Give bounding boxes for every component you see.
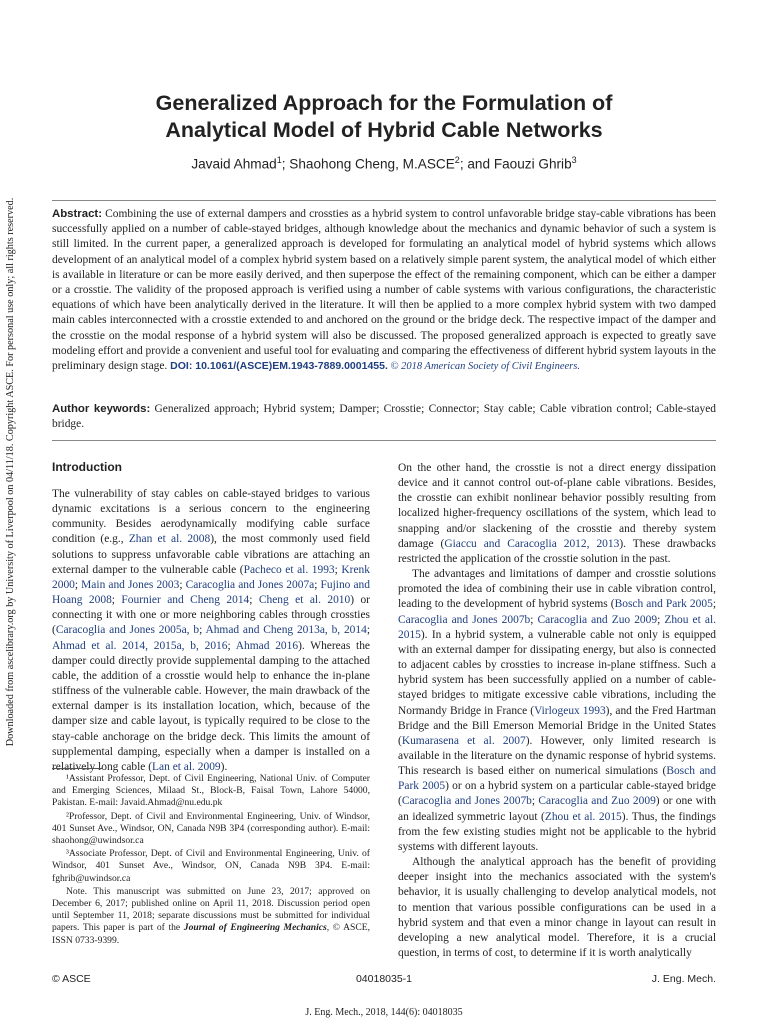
intro-paragraph-1 <box>52 487 370 775</box>
footnote-1: ¹Assistant Professor, Dept. of Civil Engineering, National Univ. of Computer and Emerging Sciences, Milaad St., Block-B, Faisal Town, Lahore 54000, Pakistan. E-mail: Javaid.Ahmad@nu.edu.pk <box>52 773 370 809</box>
citation-link[interactable]: Giaccu and Caracoglia 2012, 2013 <box>444 537 620 550</box>
citation-link[interactable]: Ahmad et al. 2014, 2015a, b, 2016 <box>52 639 228 652</box>
doi-label: DOI: <box>170 360 193 373</box>
abstract <box>52 207 716 374</box>
copyright-notice: © 2018 American Society of Civil Engineers. <box>387 361 580 373</box>
note-text-a: Note. This manuscript was submitted on June 23, 2017; approved on December 6, 2017; published online on April 11, 2018. Discussion period open until September 11, 2018; separate discussions must be submitted for individual papers. This paper is part of the <box>52 885 370 934</box>
body-text: The advantages and limitations of damper and crosstie solutions promoted the idea of combining their use in cable vibration control, leading to the development of hybrid systems ( <box>398 568 716 611</box>
body-text: ), and the Fred Hartman Bridge and the Bill Emerson Memorial Bridge in the United States ( <box>398 704 716 747</box>
abstract-text: Combining the use of external dampers and crossties as a hybrid system to control unfavorable bridge stay-cable vibrations has been successfully applied on a number of cable-stayed bridges, although knowledge about the mechanics and dynamic behavior of such a system is still limited. In the current paper, a generalized approach is developed for formulating an analytical model of hybrid systems which allows development of an analytical model of a complex hybrid system based on a relatively simple parent system, the analytical model of which either is available in literature or can be more easily derived, and then superpose the effect of the remaining component, which can be either a damper or a crosstie. The validity of the proposed approach is verified using a number of cable systems with various configurations, the characteristic equations of which have been analytically derived in the literature. It will then be applied to a more complex hybrid system with two damped main cables interconnected with a crosstie extended to and anchored on the ground or the bridge deck. The respective impact of the damper and the crosstie on the modal response of a hybrid system will also be discussed. The proposed generalized approach is expected to greatly save modeling effort and provide a convenient and useful tool for evaluating and comparing the effectiveness of different hybrid system layouts in the preliminary design stage. <box>52 208 716 373</box>
title-line-1: Generalized Approach for the Formulation of <box>155 91 613 115</box>
footer-journal: J. Eng. Mech. <box>651 973 716 985</box>
body-text: ; <box>531 795 539 808</box>
body-text: The vulnerability of stay cables on cable-stayed bridges to various dynamic excitations is a serious concern to the engineering community. Besides aerodynamically modifying cable surface condition (e.g., <box>52 488 370 546</box>
body-text: ) or connecting it with one or more neighboring cables through crossties ( <box>52 594 370 637</box>
section-heading-introduction: Introduction <box>52 460 122 474</box>
intro-paragraph-2 <box>398 461 716 567</box>
citation-link[interactable]: Bosch and Park 2005 <box>398 765 716 793</box>
body-text: ; <box>227 639 236 652</box>
submission-note <box>52 886 370 947</box>
body-text: ). These drawbacks restricted the application of the crosstie solution in the past. <box>398 537 716 565</box>
body-text: ) or on a hybrid system on a particular cable-stayed bridge ( <box>398 780 716 808</box>
keywords-label: Author keywords: <box>52 403 151 415</box>
body-text: ). <box>220 760 228 773</box>
citation-link[interactable]: Fujino and Hoang 2008 <box>52 578 370 607</box>
citation-link[interactable]: Caracoglia and Jones 2007a <box>185 578 315 591</box>
intro-paragraph-3 <box>398 567 716 855</box>
citation-link[interactable]: Ahmad and Cheng 2013a, b, 2014 <box>205 624 367 637</box>
footnote-3: ³Associate Professor, Dept. of Civil and Environmental Engineering, Univ. of Windsor, 401 Sunset Ave., Windsor, ON, Canada N9B 3P4. E-mail: fghrib@uwindsor.ca <box>52 848 370 884</box>
body-text: ; <box>111 594 122 607</box>
left-column <box>52 487 370 775</box>
body-text: ). In a hybrid system, a vulnerable cable not only is equipped with an external damper for dissipating energy, but also is connected to adjacent cables by crossties to increase in-plane stiffness. Such a hybrid system has been successfully applied on a number of cable-stayed bridges to mitigate excessive cable vibrations, including the Normandy Bridge in France ( <box>398 628 716 717</box>
citation-link[interactable]: Pacheco et al. 1993 <box>243 563 335 576</box>
paper-title <box>60 90 708 144</box>
author-2-affil: 2 <box>454 155 460 165</box>
author-3-affil: 3 <box>571 155 577 165</box>
body-text: ), the most commonly used field solutions to suppress unfavorable cable vibrations are attaching an external damper to the vulnerable cable ( <box>52 533 370 576</box>
title-line-2: Analytical Model of Hybrid Cable Networks <box>165 118 603 142</box>
author-1: Javaid Ahmad <box>191 156 277 172</box>
footer-article-number: 04018035-1 <box>355 973 413 985</box>
citation-link[interactable]: Caracoglia and Jones 2007b <box>398 613 531 626</box>
citation-link[interactable]: Caracoglia and Zuo 2009 <box>537 613 658 626</box>
footnote-2: ²Professor, Dept. of Civil and Environmental Engineering, Univ. of Windsor, 401 Sunset Ave., Windsor, ON, Canada N9B 3P4 (corresponding author). E-mail: shaohong@uwindsor.ca <box>52 810 370 847</box>
citation-link[interactable]: Kumarasena et al. 2007 <box>401 734 526 747</box>
body-text: ). However, only limited research is available in the literature on the dynamic response of hybrid systems. This research is based either on numerical simulations ( <box>398 734 716 778</box>
journal-name: Journal of Engineering Mechanics <box>183 922 327 934</box>
abstract-label: Abstract: <box>52 208 103 220</box>
body-text: ; <box>314 578 321 591</box>
footnotes <box>52 773 370 948</box>
citation-link[interactable]: Fournier and Cheng 2014 <box>121 594 250 607</box>
author-list <box>60 155 708 172</box>
intro-paragraph-4 <box>398 855 716 961</box>
body-text: ). Thus, the findings from the few existing studies might not be applicable to the hybrid systems with different layouts. <box>398 810 716 853</box>
footer-publisher: © ASCE <box>52 973 91 985</box>
body-text: ; <box>179 578 186 591</box>
author-2: ; Shaohong Cheng, M.ASCE <box>281 156 455 172</box>
citation-link[interactable]: Zhan et al. 2008 <box>128 533 211 546</box>
note-text-b: , © ASCE, ISSN 0733-9399. <box>52 922 370 946</box>
author-1-affil: 1 <box>276 155 282 165</box>
body-text: ; <box>334 563 342 576</box>
citation-link[interactable]: Krenk 2000 <box>52 563 370 591</box>
keywords-bottom-rule <box>52 440 716 441</box>
body-text: ; <box>712 598 716 611</box>
body-text: ) or one with an idealized symmetric layout ( <box>398 795 716 823</box>
citation-link[interactable]: Lan et al. 2009 <box>152 760 221 773</box>
footnote-rule <box>52 768 102 769</box>
keywords-text: Generalized approach; Hybrid system; Damper; Crosstie; Connector; Stay cable; Cable vibration control; Cable-stayed bridge. <box>52 403 716 431</box>
citation-link[interactable]: Virlogeux 1993 <box>534 704 606 717</box>
citation-link[interactable]: Caracoglia and Zuo 2009 <box>538 795 656 808</box>
citation-link[interactable]: Caracoglia and Jones 2005a, b <box>55 624 200 637</box>
body-text: ; <box>366 624 371 637</box>
body-text: ; <box>657 613 665 626</box>
author-3: ; and Faouzi Ghrib <box>459 156 572 172</box>
body-text: Although the analytical approach has the benefit of providing deeper insight into the mechanics associated with the system's behavior, it is usually challenging to develop analytical models, not to mention that various possible configurations can be used in a hybrid system and that even a minor change in layout can result in developing a new analytical model. Therefore, it is a crucial question, in terms of cost, to determine if it is worth analytically <box>398 856 716 959</box>
abstract-top-rule <box>52 200 716 201</box>
citation-link[interactable]: Zhou et al. 2015 <box>544 810 622 823</box>
right-column <box>398 461 716 961</box>
author-keywords <box>52 402 716 432</box>
body-text: ). Whereas the damper could directly provide supplemental damping to the attached cable, the addition of a crosstie would help to enhance the in-plane stiffness of the vulnerable cable. However, the main drawback of the external damper is its installation location, which, because of the damper size and cable layout, is typically required to be close to the stay-cable anchorage on the bridge deck. This limits the amount of supplemental damping, especially when a damper is installed on a relatively long cable ( <box>52 639 370 773</box>
body-text: ; <box>199 624 206 637</box>
body-text: ; <box>74 578 82 591</box>
citation-link[interactable]: Bosch and Park 2005 <box>614 598 713 611</box>
body-text: ; <box>530 613 538 626</box>
download-notice: Downloaded from ascelibrary.org by University of Liverpool on 04/11/18. Copyright ASCE. For personal use only; all rights reserved. <box>5 197 16 747</box>
citation-link[interactable]: Ahmad 2016 <box>235 639 299 652</box>
doi-link[interactable]: 10.1061/(ASCE)EM.1943-7889.0001455. <box>192 360 388 373</box>
citation-link[interactable]: Main and Jones 2003 <box>81 578 180 591</box>
citation-link[interactable]: Caracoglia and Jones 2007b <box>401 795 532 808</box>
citation-link[interactable]: Zhou et al. 2015 <box>398 613 716 641</box>
body-text: On the other hand, the crosstie is not a direct energy dissipation device and it cannot control out-of-plane cable vibrations. Besides, the crosstie can exhibit nonlinear behavior possibly resulting from localized higher-frequency oscillations of the system, which lead to snapping and/or slackening of the crosstie and thereby system damage ( <box>398 462 716 550</box>
body-text: ; <box>249 594 259 607</box>
citation-link[interactable]: Cheng et al. 2010 <box>258 594 351 607</box>
citation-line: J. Eng. Mech., 2018, 144(6): 04018035 <box>305 1007 463 1018</box>
